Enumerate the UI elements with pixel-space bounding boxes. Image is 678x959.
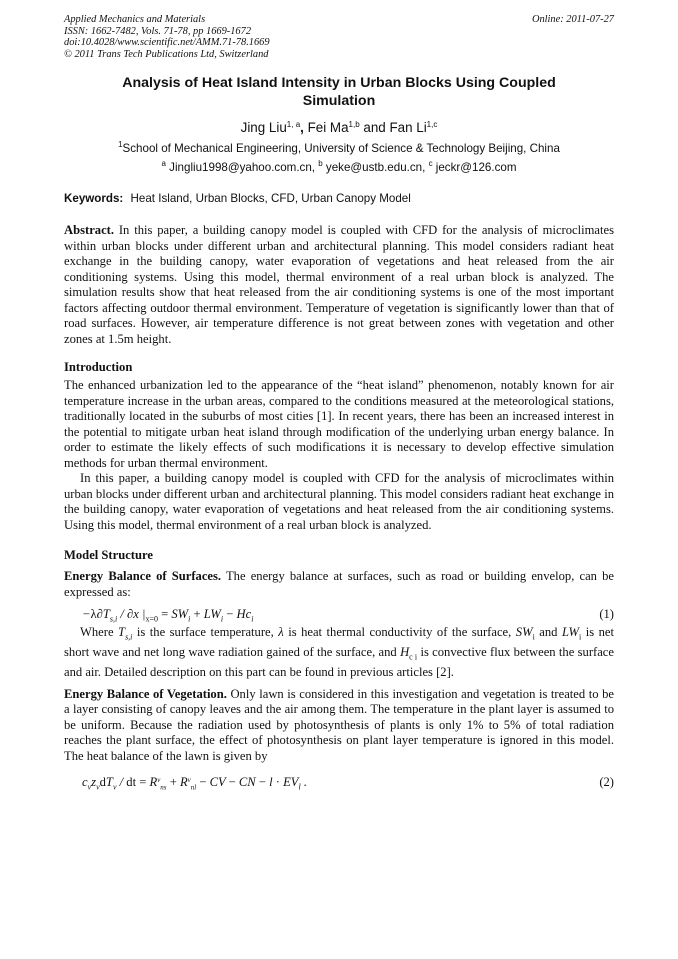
affiliation xyxy=(64,141,614,157)
section-heading-model-structure: Model Structure xyxy=(64,548,153,563)
email-link[interactable]: jeckr@126.com xyxy=(432,161,517,175)
equation-1-number: (1) xyxy=(599,607,614,622)
abstract-label: Abstract. xyxy=(64,223,115,238)
where-text: Where xyxy=(80,625,119,640)
journal-header xyxy=(64,14,614,60)
intro-paragraph-1: The enhanced urbanization led to the appearance of the “heat island” phenomenon, notably known for air temperature increase in the urban areas, compared to the conditions measured at the meteorological stations, traditionally located in the suburbs of most cities [1]. In recent years, there has been an increased interest in the potential to mitigate urban heat island through modification of the underlying urban energy balance. In order to estimate the likely effects of such modifications it is necessary to develop effective simulation methods for urban thermal environment. xyxy=(64,378,614,470)
author-affil-mark: 1,b xyxy=(348,120,360,130)
paper-title: Analysis of Heat Island Intensity in Urban Blocks Using Coupled Simulation xyxy=(122,75,556,110)
where-text: is heat thermal conductivity of the surface, xyxy=(283,625,516,640)
author-affil-mark: 1,c xyxy=(426,120,438,130)
email-link[interactable]: Jingliu1998@yahoo.com.cn, xyxy=(165,161,319,175)
section-heading-introduction: Introduction xyxy=(64,360,133,375)
equation-2-number: (2) xyxy=(599,775,614,790)
email-mark: b xyxy=(318,159,323,169)
journal-doi[interactable]: doi:10.4028/www.scientific.net/AMM.71-78.1669 xyxy=(64,37,270,49)
keywords xyxy=(64,191,614,207)
author-name: Fei Ma xyxy=(307,120,349,136)
vegetation-paragraph xyxy=(64,687,614,765)
vegetation-label: Energy Balance of Vegetation. xyxy=(64,686,227,701)
intro-paragraph-2: In this paper, a building canopy model is coupled with CFD for the analysis of microclimates within urban blocks under different urban and architectural planning. This model considers radiant heat exchange in the building canopy, water evaporation of vegetations and heat released from the air conditioning systems. Using this model, thermal environment of a real urban block is analyzed. xyxy=(64,471,614,532)
author-name: Fan Li xyxy=(389,120,427,136)
where-text: is convective flux between the surface and air. Detailed description on this part can be found in previous articles [2]. xyxy=(64,645,614,680)
affiliation-mark: 1 xyxy=(118,140,123,150)
equation-1 xyxy=(64,606,614,623)
author-name: Jing Liu xyxy=(240,120,287,136)
where-text: and xyxy=(534,625,562,640)
author-emails xyxy=(64,160,614,176)
abstract-text: In this paper, a building canopy model is coupled with CFD for the analysis of microclimates within urban blocks under different urban and architectural planning. This model considers radiant heat exchange in the building canopy, water evaporation of vegetations and heat released from the air conditioning systems. Using this model, thermal environment of a real urban block is analyzed. The simulation results show that heat released from the air conditioning systems is one of the most important factors affecting outdoor thermal environment. Temperature of vegetation is significantly lower than that of road surfaces. However, air temperature difference is not great between zones with vegetation and other zones at 1.5m height. xyxy=(64,223,614,346)
where-text: is net short wave and net long wave radiation gained of the surface, and xyxy=(64,625,614,660)
keywords-label: Keywords: xyxy=(64,192,124,206)
email-mark: c xyxy=(428,159,433,169)
where-paragraph: Where $T_{s,i}$ is the surface temperature, λ is heat thermal conductivity of the surface, $SW_i$ and $LW_i$ is net short wave and net long wave radiation gained of the surface, and $H_{c i}$ is convective flux between the surface and air. Detailed description on this part can be found in previous articles [2]. xyxy=(64,625,614,680)
journal-name: Applied Mechanics and Materials xyxy=(64,14,206,25)
author-list xyxy=(64,119,614,137)
surfaces-paragraph xyxy=(64,569,614,600)
email-mark: a xyxy=(161,159,166,169)
equation-2-expression: $c_vz_vdT_v$ / dt = $R^v_{ns} + R^v_{nl}$ − CV − CN − $l \cdot EV_l$ . xyxy=(82,775,308,792)
author-separator: , xyxy=(300,120,308,136)
email-link[interactable]: yeke@ustb.edu.cn, xyxy=(322,161,429,175)
where-text: is the surface temperature, xyxy=(132,625,279,640)
equation-2 xyxy=(64,774,614,791)
abstract xyxy=(64,223,614,347)
vegetation-text: Only lawn is considered in this investigation and vegetation is treated to be a layer consisting of canopy leaves and the air among them. The temperature in the plant layer is assumed to be uniform. Because the radiation used by photosynthesis of plants is only 1% to 5% of total radiation reaches the plant surface, the effect of photosynthesis on plant layer temperature is ignored in this model. The heat balance of the lawn is given by xyxy=(64,686,615,763)
affiliation-text: School of Mechanical Engineering, University of Science & Technology Beijing, China xyxy=(122,142,560,156)
equation-1-expression: $-\lambda\partial T_{s,i} / \partial x$ $|_{x=0} = SW_i + LW_i - Hc_i$ xyxy=(82,607,254,624)
author-conjunction: and xyxy=(359,120,390,136)
author-affil-mark: 1, a xyxy=(286,120,301,130)
keywords-text: Heat Island, Urban Blocks, CFD, Urban Canopy Model xyxy=(130,192,411,206)
surfaces-text: The energy balance at surfaces, such as road or building envelop, can be expressed as: xyxy=(64,569,614,599)
surfaces-label: Energy Balance of Surfaces. xyxy=(64,569,222,584)
journal-copyright: © 2011 Trans Tech Publications Ltd, Switzerland xyxy=(64,48,269,60)
online-date: Online: 2011-07-27 xyxy=(531,14,614,25)
journal-issn: ISSN: 1662-7482, Vols. 71-78, pp 1669-1672 xyxy=(64,25,252,37)
